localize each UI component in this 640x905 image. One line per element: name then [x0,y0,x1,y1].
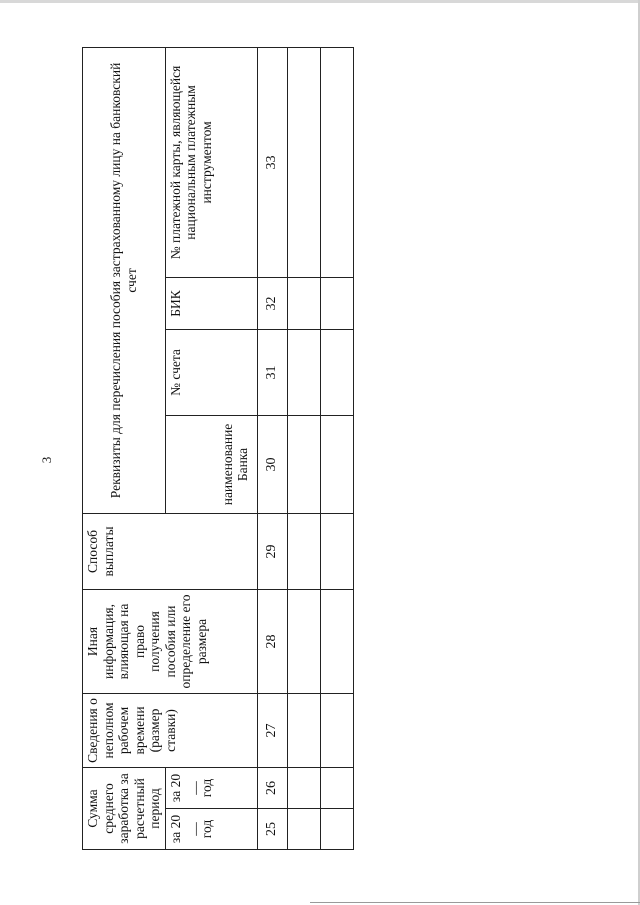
table-cell[interactable] [287,277,320,329]
year2-header: за 20 __ год [165,767,257,808]
table-cell[interactable] [320,47,353,277]
bik-header: БИК [165,277,257,329]
column-number-row [257,47,287,849]
table-cell[interactable] [287,809,320,850]
table-cell[interactable] [320,809,353,850]
col-number: 26 [257,767,287,808]
col-number: 33 [257,47,287,277]
table-cell[interactable] [320,277,353,329]
col-number: 25 [257,809,287,850]
page-number: 3 [39,456,54,464]
requisites-header: Реквизиты для перечисления пособия застрахованному лицу на банковский счет [83,47,166,513]
table-cell[interactable] [320,589,353,693]
scan-edge-bottom [310,902,640,903]
col-number: 31 [257,329,287,415]
table-cell[interactable] [287,47,320,277]
card-no-header: № платежной карты, являющейся национальным платежным инструментом [165,47,257,277]
year1-header: за 20 __ год [165,809,257,850]
scan-edge-top [0,0,640,3]
table-row [320,47,353,849]
table-row [287,47,320,849]
table-cell[interactable] [287,767,320,808]
payment-method-header: Способ выплаты [83,513,258,589]
col-number: 27 [257,693,287,767]
col-number: 29 [257,513,287,589]
col-number: 32 [257,277,287,329]
other-info-header: Иная информация, влияющая на право получения пособия или определение его размера [83,589,258,693]
form-table [82,47,354,850]
account-no-header: № счета [165,329,257,415]
avg-earnings-header: Сумма среднего заработка за расчетный период [83,767,166,849]
table-cell[interactable] [287,329,320,415]
table-cell[interactable] [320,693,353,767]
bank-name-header: наименование Банка [165,415,257,513]
col-number: 28 [257,589,287,693]
table-cell[interactable] [287,693,320,767]
table-cell[interactable] [320,767,353,808]
header-row-1 [83,47,166,849]
part-time-header: Сведения о неполном рабочем времени (размер ставки) [83,693,258,767]
table-cell[interactable] [320,513,353,589]
table-cell[interactable] [287,415,320,513]
table-cell[interactable] [320,329,353,415]
col-number: 30 [257,415,287,513]
table-cell[interactable] [287,589,320,693]
form-table-rotated [82,48,320,850]
table-cell[interactable] [287,513,320,589]
table-cell[interactable] [320,415,353,513]
